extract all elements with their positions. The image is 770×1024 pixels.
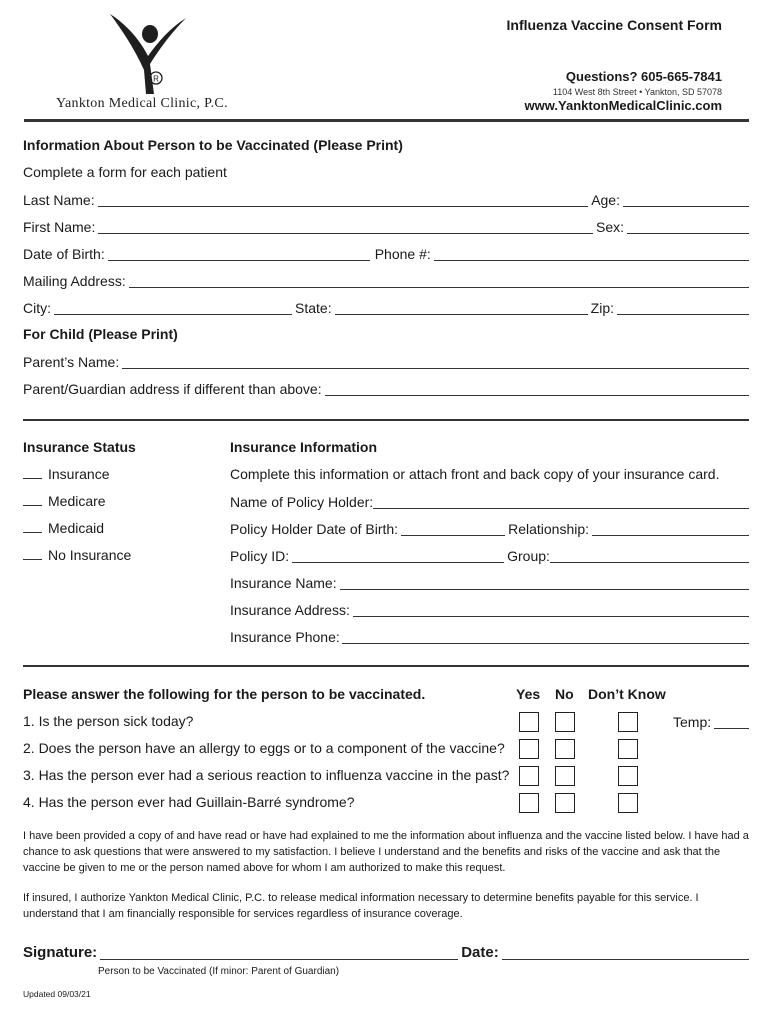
policy-id-label: Policy ID: (230, 548, 290, 564)
q3-yes-checkbox[interactable] (519, 766, 539, 786)
insurance-name-field[interactable] (340, 576, 749, 590)
parent-address-row (23, 378, 749, 398)
city-row (23, 297, 749, 317)
parent-name-label: Parent’s Name: (23, 354, 120, 370)
sex-field[interactable] (627, 220, 749, 234)
clinic-website[interactable]: www.YanktonMedicalClinic.com (524, 98, 722, 113)
updated-date: Updated 09/03/21 (23, 989, 91, 999)
zip-field[interactable] (617, 301, 749, 315)
q1-no-checkbox[interactable] (555, 712, 575, 732)
q2-yes-checkbox[interactable] (519, 739, 539, 759)
dob-field[interactable] (108, 247, 370, 261)
policy-id-row (230, 545, 749, 565)
signature-row (23, 942, 749, 962)
city-label: City: (23, 300, 51, 316)
q1-yes-checkbox[interactable] (519, 712, 539, 732)
yankton-figure-logo (108, 12, 188, 97)
first-name-field[interactable] (98, 220, 593, 234)
status-blank[interactable] (23, 521, 42, 533)
status-blank[interactable] (23, 467, 42, 479)
city-field[interactable] (54, 301, 292, 315)
section-divider (23, 419, 749, 421)
age-field[interactable] (623, 193, 749, 207)
relationship-field[interactable] (592, 522, 749, 536)
sex-label: Sex: (595, 219, 624, 235)
parent-name-row (23, 351, 749, 371)
mailing-row (23, 270, 749, 290)
q1-dont-know-checkbox[interactable] (618, 712, 638, 732)
insurance-name-row (230, 572, 749, 592)
phone-label: Phone #: (374, 246, 431, 262)
last-name-row (23, 189, 749, 209)
question-1: 1. Is the person sick today? (23, 713, 194, 729)
status-option-no-insurance[interactable] (23, 547, 131, 563)
svg-text:R: R (153, 74, 159, 84)
insurance-address-row (230, 599, 749, 619)
person-section-subheading: Complete a form for each patient (23, 164, 227, 180)
signature-caption: Person to be Vaccinated (If minor: Parent of Guardian) (98, 966, 340, 977)
questionnaire-heading: Please answer the following for the person to be vaccinated. (23, 686, 426, 702)
question-2: 2. Does the person have an allergy to eggs or to a component of the vaccine? (23, 740, 505, 756)
status-option-medicare[interactable] (23, 493, 106, 509)
temp-row (673, 711, 749, 731)
mailing-field[interactable] (129, 274, 749, 288)
signature-field[interactable] (100, 946, 458, 960)
header-divider (24, 119, 749, 122)
holder-dob-label: Policy Holder Date of Birth: (230, 521, 399, 537)
child-section-heading: For Child (Please Print) (23, 326, 178, 342)
insurance-status-heading: Insurance Status (23, 439, 136, 455)
policy-id-field[interactable] (292, 549, 504, 563)
questions-phone: Questions? 605-665-7841 (565, 69, 722, 84)
first-name-label: First Name: (23, 219, 96, 235)
policy-holder-label: Name of Policy Holder: (230, 494, 374, 510)
q2-no-checkbox[interactable] (555, 739, 575, 759)
q4-no-checkbox[interactable] (555, 793, 575, 813)
q3-dont-know-checkbox[interactable] (618, 766, 638, 786)
holder-dob-field[interactable] (401, 522, 505, 536)
policy-holder-field[interactable] (373, 495, 749, 509)
clinic-name: Yankton Medical Clinic, P.C. (56, 96, 228, 111)
date-field[interactable] (502, 946, 749, 960)
group-label: Group: (507, 548, 550, 564)
dob-label: Date of Birth: (23, 246, 105, 262)
last-name-field[interactable] (98, 193, 589, 207)
col-dont-know-header: Don’t Know (588, 686, 666, 702)
q4-dont-know-checkbox[interactable] (618, 793, 638, 813)
section-divider (23, 665, 749, 667)
insurance-info-heading: Insurance Information (230, 439, 378, 455)
phone-field[interactable] (434, 247, 749, 261)
col-no-header: No (555, 686, 574, 702)
insurance-address-label: Insurance Address: (230, 602, 350, 618)
question-3: 3. Has the person ever had a serious reaction to influenza vaccine in the past? (23, 767, 510, 783)
state-label: State: (295, 300, 332, 316)
status-blank[interactable] (23, 548, 42, 560)
dob-row (23, 243, 749, 263)
parent-address-field[interactable] (325, 382, 749, 396)
q2-dont-know-checkbox[interactable] (618, 739, 638, 759)
zip-label: Zip: (590, 300, 614, 316)
parent-name-field[interactable] (122, 355, 749, 369)
insurance-address-field[interactable] (353, 603, 749, 617)
status-blank[interactable] (23, 494, 42, 506)
insurance-instructions: Complete this information or attach front and back copy of your insurance card. (230, 466, 720, 482)
status-option-label: Medicaid (48, 520, 105, 536)
status-option-label: Medicare (48, 493, 106, 509)
relationship-label: Relationship: (508, 521, 590, 537)
consent-paragraph-1: I have been provided a copy of and have read or have had explained to me the information about influenza and the vaccine listed below. I have had a chance to ask questions that were answered to my satisfaction. I believe I understand and the benefits and risks of the vaccine and ask that the vaccine be given to me or the person named above for whom I am authorized to make this request. (23, 830, 749, 874)
insurance-name-label: Insurance Name: (230, 575, 337, 591)
status-option-insurance[interactable] (23, 466, 109, 482)
temp-field[interactable] (714, 715, 749, 729)
insurance-phone-row (230, 626, 749, 646)
clinic-address: 1104 West 8th Street • Yankton, SD 57078 (552, 87, 722, 97)
group-field[interactable] (550, 549, 749, 563)
last-name-label: Last Name: (23, 192, 95, 208)
policy-holder-row (230, 491, 749, 511)
q4-yes-checkbox[interactable] (519, 793, 539, 813)
col-yes-header: Yes (516, 686, 541, 702)
form-title: Influenza Vaccine Consent Form (506, 17, 722, 33)
signature-label: Signature: (23, 944, 98, 961)
consent-paragraph-2: If insured, I authorize Yankton Medical Clinic, P.C. to release medical information necessary to determine benefits payable for this service. I understand that I am financially responsible for services regardless of insurance coverage. (23, 892, 699, 920)
state-field[interactable] (335, 301, 588, 315)
insurance-phone-label: Insurance Phone: (230, 629, 340, 645)
status-option-label: No Insurance (48, 547, 132, 563)
person-section-heading: Information About Person to be Vaccinated (Please Print) (23, 137, 403, 153)
status-option-label: Insurance (48, 466, 110, 482)
insurance-phone-field[interactable] (342, 630, 749, 644)
holder-dob-row (230, 518, 749, 538)
date-label: Date: (461, 944, 499, 961)
q3-no-checkbox[interactable] (555, 766, 575, 786)
mailing-label: Mailing Address: (23, 273, 126, 289)
first-name-row (23, 216, 749, 236)
temp-label: Temp: (673, 714, 712, 730)
parent-address-label: Parent/Guardian address if different than above: (23, 381, 322, 397)
status-option-medicaid[interactable] (23, 520, 104, 536)
question-4: 4. Has the person ever had Guillain-Barré syndrome? (23, 794, 355, 810)
age-label: Age: (591, 192, 620, 208)
